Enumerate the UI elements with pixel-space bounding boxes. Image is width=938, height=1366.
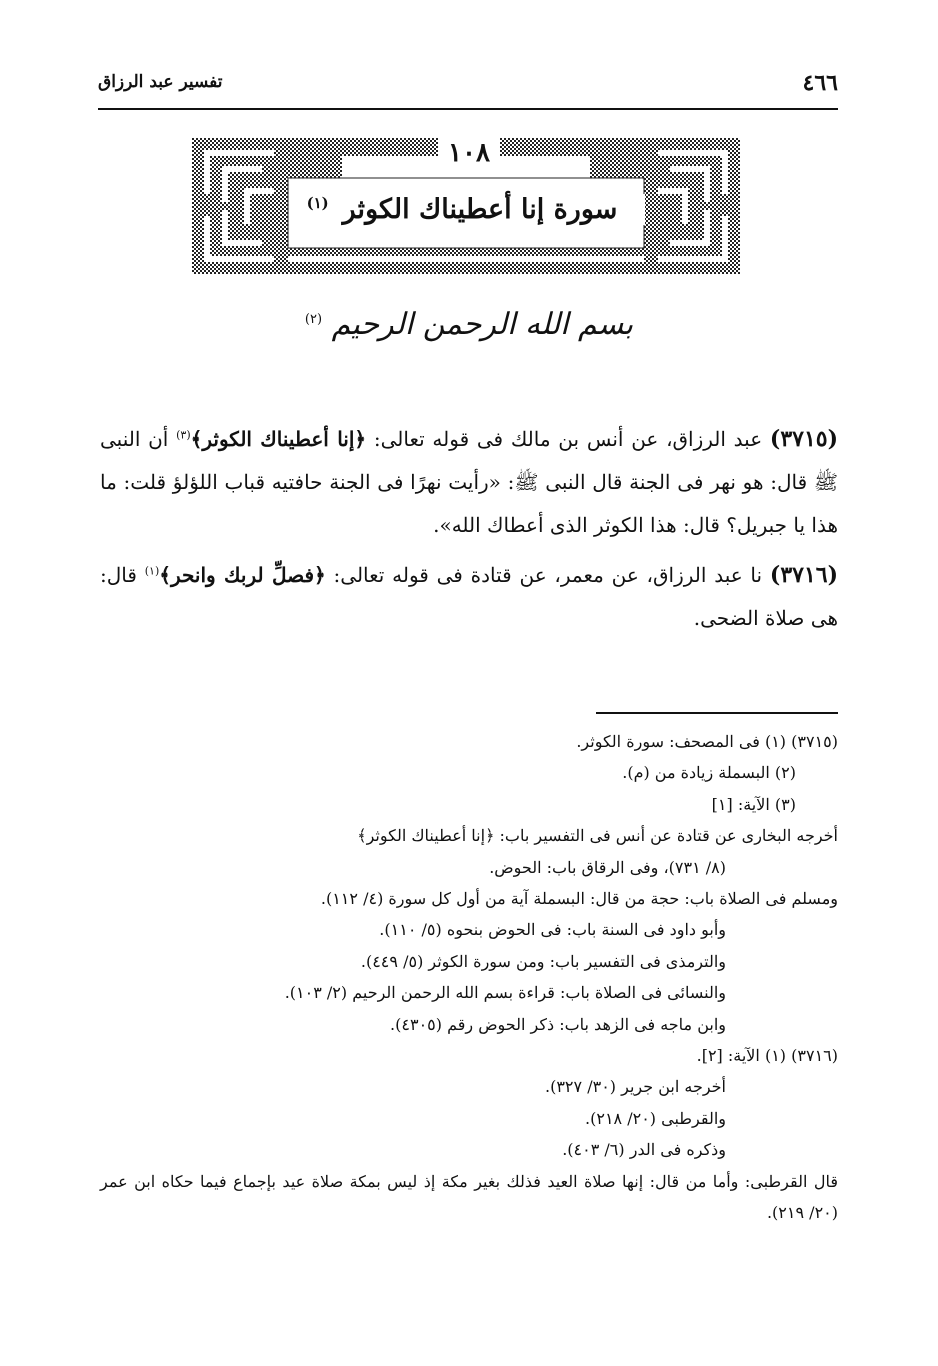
quran-quote: ﴿إنا أعطيناك الكوثر﴾: [190, 427, 367, 451]
footnote-line: ومسلم فى الصلاة باب: حجة من قال: البسملة آية من أول كل سورة (٤/ ١١٢).: [320, 889, 838, 909]
footnote-line: (٨/ ٧٣١)، وفى الرقاق باب: الحوض.: [489, 857, 726, 877]
hadith-paragraph: (٣٧١٦) نا عبد الرزاق، عن معمر، عن قتادة فى قوله تعالى: ﴿فصلِّ لربك وانحر﴾$^{(١)}$ قال: هى صلاة الضحى.: [100, 562, 838, 630]
hadith-number: (٣٧١٦): [769, 562, 838, 588]
footnote-line: وأبو داود فى السنة باب: فى الحوض بنحوه (٥/ ١١٠).: [379, 920, 726, 940]
footnote-line: والترمذى فى التفسير باب: ومن سورة الكوثر (٥/ ٤٤٩).: [360, 951, 726, 971]
basmala-footnote-ref: (٢): [304, 312, 323, 327]
page-number: ٤٦٦: [802, 70, 838, 96]
footnote-separator: [596, 712, 838, 714]
footnote-ref: (٣): [176, 428, 191, 442]
footnote-line: قال القرطبى: وأما من قال: إنها صلاة العيد فذلك بغير مكة إذ ليس بمكة صلاة عيد بإجماع فيما حكاه ابن عمر (٢٠/ ٢١٩).: [100, 1171, 838, 1223]
hadith-paragraph: (٣٧١٥) عبد الرزاق، عن أنس بن مالك فى قوله تعالى: ﴿إنا أعطيناك الكوثر﴾$^{(٣)}$ أن النبى ﷺ قال: هو نهر فى الجنة قال النبى ﷺ: «رأيت نهرًا فى الجنة حافتيه قباب اللؤلؤ قلت: ما هذا يا جبريل؟ قال: هذا الكوثر الذى أعطاك الله».: [100, 426, 839, 537]
footnotes: [100, 726, 838, 1229]
footnote-line: (٣٧١٦) (١) الآية: [٢].: [696, 1046, 838, 1066]
footnote-line: أخرجه البخارى عن قتادة عن أنس فى التفسير باب: ﴿إنا أعطيناك الكوثر﴾: [357, 826, 838, 846]
footnote-line: وابن ماجه فى الزهد باب: ذكر الحوض رقم (٤٣٠٥).: [390, 1014, 726, 1034]
footnote-line: (٣) الآية: [١]: [711, 794, 796, 814]
surah-title: سورة إنا أعطيناك الكوثر$^{(١)}$: [0, 194, 938, 226]
surah-number: ١٠٨: [0, 139, 938, 167]
header-rule: [98, 108, 838, 110]
main-text: [100, 418, 838, 647]
running-title: تفسير عبد الرزاق: [98, 72, 223, 92]
footnote-line: والقرطبى (٢٠/ ٢١٨).: [585, 1108, 726, 1128]
footnote-line: أخرجه ابن جرير (٣٠/ ٣٢٧).: [545, 1077, 726, 1097]
quran-quote: ﴿فصلِّ لربك وانحر﴾: [159, 563, 326, 587]
hadith-number: (٣٧١٥): [769, 426, 838, 452]
basmala: بسم الله الرحمن الرحيم $^{(٢)}$: [304, 307, 634, 342]
footnote-line: والنسائى فى الصلاة باب: قراءة بسم الله الرحمن الرحيم (٢/ ١٠٣).: [284, 983, 726, 1003]
footnote-line: (٢) البسملة زيادة من (م).: [622, 763, 796, 783]
page-header: [98, 70, 838, 106]
footnote-line: (٣٧١٥) (١) فى المصحف: سورة الكوثر.: [576, 732, 838, 751]
footnote-ref: (١): [144, 564, 160, 578]
footnote-line: وذكره فى الدر (٦/ ٤٠٣).: [562, 1140, 726, 1160]
surah-title-footnote-ref: (١): [306, 194, 329, 212]
